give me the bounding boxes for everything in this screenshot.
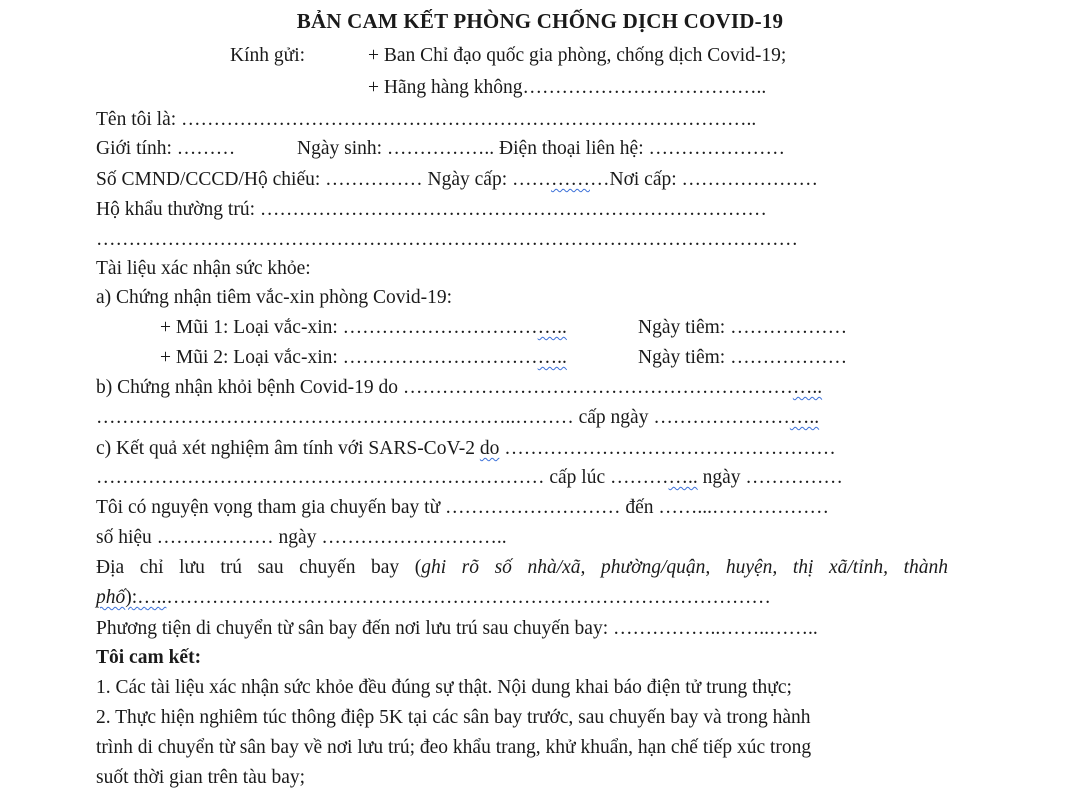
test-result-marked: do	[479, 438, 500, 459]
commitment-item-2-line-1: 2. Thực hiện nghiêm túc thông điệp 5K tại các sân bay trước, sau chuyến bay và trong hành	[96, 707, 811, 728]
address-note-word: rõ	[461, 557, 480, 578]
recovery-field	[96, 376, 822, 400]
dose-2-field	[160, 346, 567, 370]
recipients-label: Kính gửi:	[230, 45, 306, 66]
address-word: trú	[220, 557, 243, 578]
commitment-item-1: 1. Các tài liệu xác nhận sức khỏe đều đúng sự thật. Nội dung khai báo điện tử trung thực;	[96, 677, 792, 698]
recovery-cont-marked: …..	[789, 407, 820, 428]
dose-1-field	[160, 316, 567, 340]
gender-field: Giới tính: ………	[96, 138, 236, 159]
commitment-item-2-line-3: suốt thời gian trên tàu bay;	[96, 767, 306, 788]
address-note-word: phường/quận,	[600, 557, 711, 578]
address-marked: :…..	[131, 587, 167, 608]
address-paren: (	[414, 557, 422, 578]
recovery-marked: …..	[792, 377, 823, 398]
residence-field: Hộ khẩu thường trú: ……………………………………………………………………	[96, 199, 767, 220]
commitment-item-2-line-2: trình di chuyển từ sân bay về nơi lưu trú; đeo khẩu trang, khử khuẩn, hạn chế tiếp xúc trong	[96, 737, 812, 758]
recovery-text: b) Chứng nhận khỏi bệnh Covid-19 do ……………………………………………………	[96, 377, 793, 398]
recovery-field-cont	[96, 406, 819, 430]
test-result-text: c) Kết quả xét nghiệm âm tính với SARS-CoV-2	[96, 438, 475, 459]
id-field-part-b: ……	[550, 169, 590, 190]
test-result-field-cont	[96, 466, 843, 490]
address-word: lưu	[179, 557, 205, 578]
address-note	[415, 556, 446, 580]
address-note-end: phố	[96, 587, 126, 608]
address-word: Địa	[96, 557, 125, 578]
address-field-cont	[96, 586, 771, 610]
flight-number-field: số hiệu ……………… ngày ………………………..	[96, 527, 507, 548]
recovery-cont-text: ………………………………………………………..……… cấp ngày …………………	[96, 407, 790, 428]
address-note-close: )	[125, 587, 132, 608]
id-field-part-c: …Nơi cấp: …………………	[589, 169, 819, 190]
residence-field-cont: ………………………………………………………………………………………………	[96, 229, 798, 250]
address-note-word: nhà/xã,	[527, 557, 586, 578]
address-note-word: huyện,	[725, 557, 778, 578]
dose-1-marked: …..	[537, 317, 567, 338]
flight-route-field: Tôi có nguyện vọng tham gia chuyến bay từ ……………………… đến ……...………………	[96, 497, 830, 518]
id-field-part-a: Số CMND/CCCD/Hộ chiếu: …………… Ngày cấp: ……	[96, 169, 551, 190]
test-result-dots: ……………………………………………	[504, 438, 836, 459]
page-title: BẢN CAM KẾT PHÒNG CHỐNG DỊCH COVID-19	[296, 9, 784, 33]
address-word: sau	[257, 557, 284, 578]
dose-2-marked: …..	[537, 347, 567, 368]
address-note-word: thị	[792, 557, 814, 578]
address-dots: …………………………………………………………………………………	[166, 587, 771, 608]
transport-field: Phương tiện di chuyển từ sân bay đến nơi lưu trú sau chuyến bay: ……………..……..……..	[96, 618, 818, 639]
dose-2-text: + Mũi 2: Loại vắc-xin: …………………………	[160, 347, 538, 368]
address-note-word: số	[494, 557, 512, 578]
dose-2-date: Ngày tiêm: ………………	[638, 347, 848, 368]
dose-1-date: Ngày tiêm: ………………	[638, 317, 848, 338]
test-result-cont-text: …………………………………………………………… cấp lúc ………	[96, 467, 669, 488]
dob-phone-field: Ngày sinh: …………….. Điện thoại liên hệ: …………………	[297, 138, 785, 159]
health-heading: Tài liệu xác nhận sức khỏe:	[96, 258, 311, 279]
address-note-word: ghi	[421, 557, 447, 578]
recipient-2: + Hãng hàng không………………………………..	[368, 77, 767, 98]
commitment-heading: Tôi cam kết:	[96, 647, 202, 668]
dose-1-text: + Mũi 1: Loại vắc-xin: …………………………	[160, 317, 538, 338]
vaccine-heading: a) Chứng nhận tiêm vắc-xin phòng Covid-19:	[96, 287, 453, 308]
address-word: bay	[371, 557, 400, 578]
test-result-field	[96, 437, 836, 461]
address-note-word: xã/tỉnh,	[828, 557, 889, 578]
id-field	[96, 168, 818, 192]
address-note-word: thành	[903, 557, 948, 578]
recipient-1: + Ban Chỉ đạo quốc gia phòng, chống dịch Covid-19;	[368, 45, 787, 66]
test-result-cont-date: ngày ……………	[702, 467, 843, 488]
name-field: Tên tôi là: ……………………………………………………………………………..	[96, 109, 757, 130]
address-word: chỉ	[139, 557, 164, 578]
test-result-cont-marked: …..	[668, 467, 698, 488]
address-word: chuyến	[299, 557, 356, 578]
address-field	[96, 556, 948, 580]
